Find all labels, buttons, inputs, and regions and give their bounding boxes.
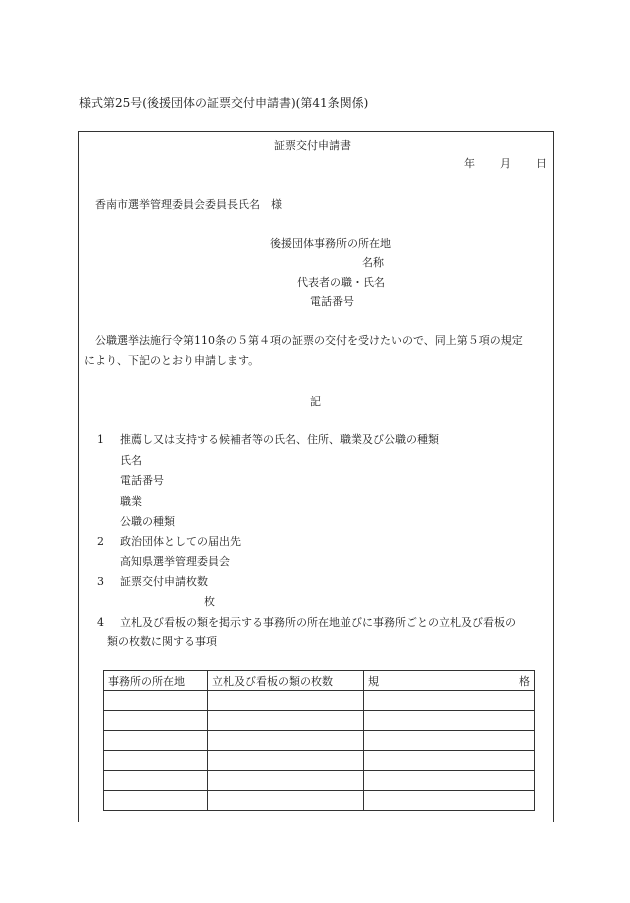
- cell-specification: [364, 711, 535, 731]
- applicant-office-location: 後援団体事務所の所在地: [270, 237, 391, 250]
- item-1-sub-name: 氏名: [120, 454, 142, 467]
- table-row: [104, 711, 535, 731]
- body-text-line2: により、下記のとおり申請します。: [84, 354, 260, 367]
- cell-specification: [364, 771, 535, 791]
- applicant-representative: 代表者の職・氏名: [297, 276, 385, 289]
- cell-sign-count: [208, 691, 364, 711]
- table-row: [104, 691, 535, 711]
- item-1-number: 1: [97, 433, 104, 446]
- item-1-sub-occupation: 職業: [120, 495, 142, 508]
- table-row: [104, 751, 535, 771]
- body-text-line1: 公職選挙法施行令第110条の５第４項の証票の交付を受けたいので、同上第５項の規定: [95, 334, 523, 347]
- table-header-row: [104, 671, 535, 691]
- item-4-text: 立札及び看板の類を掲示する事務所の所在地並びに事務所ごとの立札及び看板の: [120, 616, 516, 629]
- table-row: [104, 791, 535, 811]
- cell-sign-count: [208, 771, 364, 791]
- item-3-unit: 枚: [204, 595, 215, 608]
- form-label: 様式第25号(後援団体の証票交付申請書)(第41条関係): [79, 96, 369, 110]
- item-3-text: 証票交付申請枚数: [120, 575, 208, 588]
- applicant-phone: 電話番号: [310, 295, 354, 308]
- ki-heading: 記: [310, 395, 321, 408]
- header-specification: [364, 671, 535, 691]
- header-office-location: 事務所の所在地: [104, 671, 208, 691]
- date-day: 日: [536, 157, 547, 170]
- table-row: [104, 731, 535, 751]
- cell-office-location: [104, 751, 208, 771]
- item-2-number: 2: [97, 535, 104, 548]
- cell-specification: [364, 691, 535, 711]
- cell-specification: [364, 751, 535, 771]
- header-specification-right: 格: [519, 674, 530, 688]
- header-sign-count: 立札及び看板の類の枚数: [208, 671, 364, 691]
- cell-specification: [364, 791, 535, 811]
- item-4-text-continued: 類の枚数に関する事項: [107, 635, 217, 648]
- applicant-name: 名称: [362, 256, 384, 269]
- cell-specification: [364, 731, 535, 751]
- cell-sign-count: [208, 791, 364, 811]
- cell-office-location: [104, 691, 208, 711]
- cell-office-location: [104, 791, 208, 811]
- item-1-sub-office-type: 公職の種類: [120, 515, 175, 528]
- item-1-text: 推薦し又は支持する候補者等の氏名、住所、職業及び公職の種類: [120, 433, 439, 446]
- item-2-text: 政治団体としての届出先: [120, 535, 241, 548]
- addressee: 香南市選挙管理委員会委員長氏名 様: [95, 198, 282, 211]
- table-row: [104, 771, 535, 791]
- document-title: 証票交付申請書: [274, 139, 351, 152]
- item-3-number: 3: [97, 575, 104, 588]
- cell-office-location: [104, 771, 208, 791]
- cell-sign-count: [208, 751, 364, 771]
- item-4-number: 4: [97, 616, 104, 629]
- header-specification-left: 規: [368, 674, 379, 688]
- cell-office-location: [104, 711, 208, 731]
- date-month: 月: [500, 157, 511, 170]
- cell-sign-count: [208, 731, 364, 751]
- cell-office-location: [104, 731, 208, 751]
- item-2-sub: 高知県選挙管理委員会: [120, 555, 230, 568]
- date-year: 年: [464, 157, 475, 170]
- sign-office-table: [103, 670, 535, 811]
- cell-sign-count: [208, 711, 364, 731]
- item-1-sub-phone: 電話番号: [120, 474, 164, 487]
